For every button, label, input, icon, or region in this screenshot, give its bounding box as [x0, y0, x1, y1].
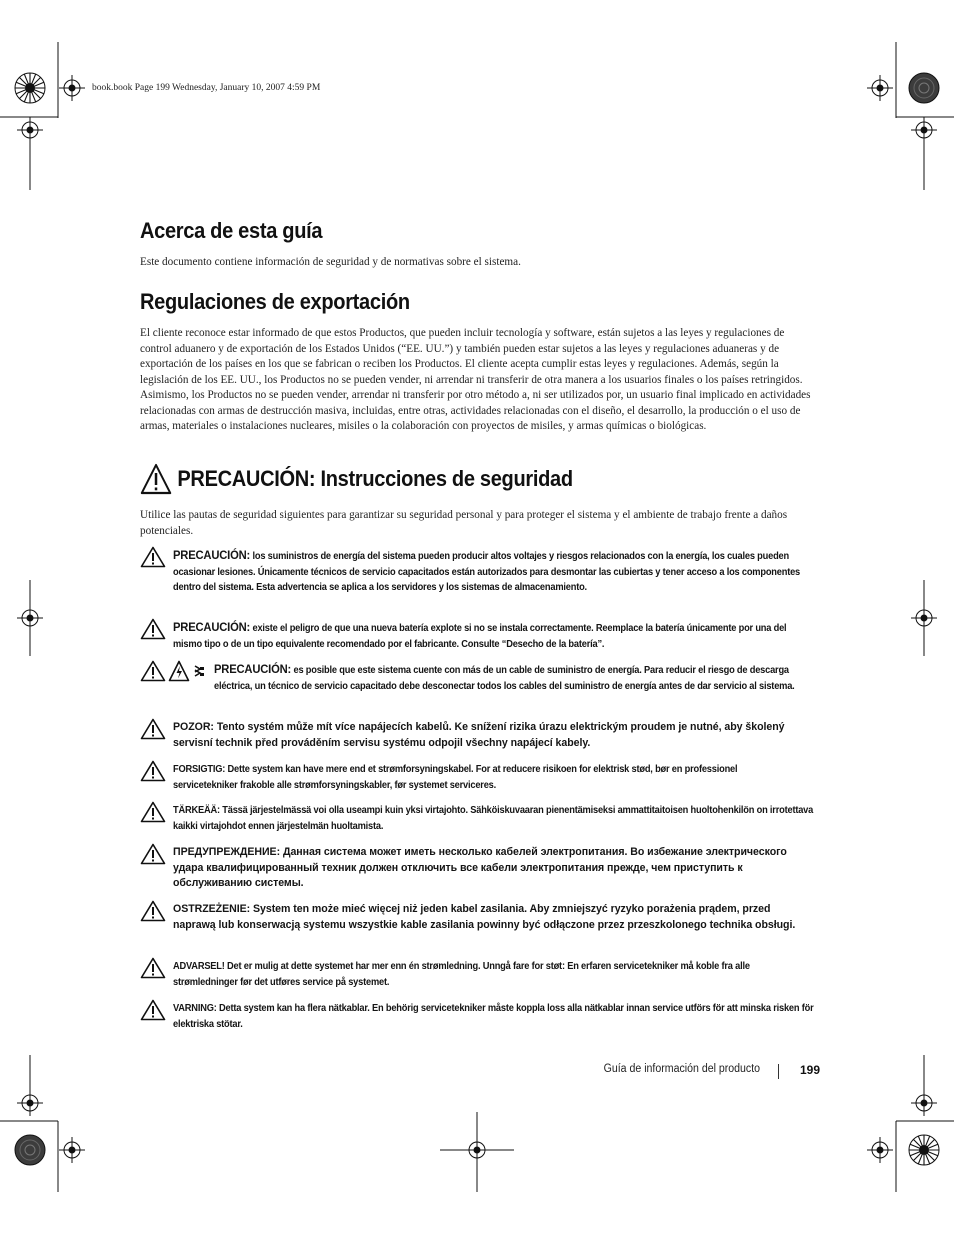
caution-label: PRECAUCIÓN:: [173, 548, 251, 562]
corner-marks-top-right: [867, 42, 954, 190]
electric-shock-icon: [168, 660, 190, 682]
section-title-about: Acerca de esta guía: [140, 218, 323, 243]
warning-triangle-icon: [140, 843, 166, 865]
warning-triangle-icon: [140, 463, 172, 495]
caution-text: Dette system kan have mere end et strømforsyningskabel. For at reducere risikoen for elektrisk stød, bør en professionel servicetekniker frakoble alle strømforsyningskabler, før systemet serviceres.: [173, 764, 738, 791]
warning-triangle-icon: [140, 718, 166, 740]
caution-label: PRECAUCIÓN:: [214, 662, 292, 676]
warning-triangle-icon: [140, 801, 166, 823]
safety-title-text: PRECAUCIÓN: Instrucciones de seguridad: [177, 466, 573, 491]
warning-triangle-icon: [140, 760, 166, 782]
caution-text: Det er mulig at dette systemet har mer enn én strømledning. Unngå fare for støt: En erfaren servicetekniker må koble fra alle strømledninger før det utføres service på systemet.: [173, 961, 750, 988]
page-number: 199: [799, 1063, 820, 1077]
caution-text: System ten może mieć więcej niż jeden kabel zasilania. Aby zmniejszyć ryzyko porażenia prądem, przed naprawą lub konserwacją systemu wszystkie kable zasilania powinny być odłączone przez przeszkolonego technika obsługi.: [173, 903, 796, 931]
corner-marks-bottom-right: [867, 1055, 954, 1192]
section-title-export: Regulaciones de exportación: [140, 289, 410, 314]
center-marks-bottom: [440, 1112, 514, 1192]
caution-label: ADVARSEL!: [173, 961, 225, 972]
warning-triangle-icon: [140, 999, 166, 1021]
warning-triangle-icon: [140, 957, 166, 979]
warning-triangle-icon: [140, 900, 166, 922]
caution-label: PRECAUCIÓN:: [173, 620, 251, 634]
multiple-power-cords-icon: [192, 660, 206, 682]
caution-label: OSTRZEŻENIE:: [173, 903, 251, 915]
print-header: book.book Page 199 Wednesday, January 10, 2007 4:59 PM: [92, 83, 321, 93]
footer-title: Guía de información del producto: [603, 1063, 760, 1075]
caution-label: POZOR:: [173, 721, 214, 733]
caution-text: existe el peligro de que una nueva batería explote si no se instala correctamente. Reemplace la batería únicamente por una del mismo tipo o de un tipo equivalente recomendado por el fabricante. Consulte “Desecho de la batería”.: [173, 623, 787, 650]
safety-body: Utilice las pautas de seguridad siguientes para garantizar su seguridad personal y para proteger el sistema y el ambiente de trabajo frente a daños potenciales.: [140, 509, 788, 537]
warning-triangle-icon: [140, 618, 166, 640]
corner-marks-top-left: [0, 42, 85, 190]
warning-triangle-icon: [140, 660, 166, 682]
caution-text: Tento systém může mít více napájecích kabelů. Ke snížení rizika úrazu elektrickým proudem je nutné, aby školený servisní technik před prováděním servisu systému odpojil všechny napájecí kabely.: [173, 721, 785, 749]
footer-separator: [778, 1064, 779, 1079]
caution-label: TÄRKEÄÄ:: [173, 805, 220, 816]
about-body: Este documento contiene información de seguridad y de normativas sobre el sistema.: [140, 256, 521, 268]
page-footer: [0, 1063, 820, 1083]
caution-label: FORSIGTIG:: [173, 764, 226, 775]
caution-label: ПРЕДУПРЕЖДЕНИЕ:: [173, 846, 281, 858]
caution-text: es posible que este sistema cuente con más de un cable de suministro de energía. Para reducir el riesgo de descarga eléctrica, un técnico de servicio capacitado debe desconectar todos los cables del suministro de energía antes de dar servicio al sistema.: [214, 665, 795, 692]
caution-label: VARNING:: [173, 1003, 217, 1014]
caution-text: los suministros de energía del sistema pueden producir altos voltajes y riesgos relacionados con la energía, los cuales pueden ocasionar lesiones. Únicamente técnicos de servicio capacitados están autorizados para desmontar las cubiertas y tener acceso a los componentes dentro del sistema. Esta advertencia se aplica a los servidores y los sistemas de almacenamiento.: [173, 551, 801, 594]
section-title-safety: [140, 463, 573, 495]
caution-text: Detta system kan ha flera nätkablar. En behörig servicetekniker måste koppla loss alla nätkablar innan service utförs för att minska risken för elektriska stötar.: [173, 1003, 814, 1030]
caution-text: Данная система может иметь несколько кабелей электропитания. Во избежание электрического удара квалифицированный техник должен отключить все кабели электропитания прежде, чем приступить к обслуживанию системы.: [173, 846, 787, 890]
caution-text: Tässä järjestelmässä voi olla useampi kuin yksi virtajohto. Sähköiskuvaaran pienentämiseksi ammattitaitoisen huoltohenkilön on irrotettava kaikki virtajohdot ennen järjestelmän huoltamista.: [173, 805, 814, 832]
warning-triangle-icon: [140, 546, 166, 568]
export-body: El cliente reconoce estar informado de que estos Productos, que pueden incluir tecnología y software, están sujetos a las leyes y regulaciones de control aduanero y de exportación de los Estados Unidos (“EE. UU.”) y también pueden estar sujetos a las leyes y regulaciones aduaneras y de exportación de los países en los que se fabrican o reciben los Productos. El cliente acepta cumplir estas leyes y regulaciones. Además, según la legislación de los EE. UU., los Productos no se pueden vender, ni arrendar ni transferir de otra manera a los usuarios finales o los países retringidos. Asimismo, los Productos no se pueden vender, arrendar ni transferir por otro método a, ni ser utilizados por, un usuario final implicado en actividades relacionadas con armas de destrucción masiva, incluidas, entre otras, actividades relacionadas con el diseño, el desarrollo, la producción o el uso de armas, materiales o instalaciones nucleares, misiles o la colaboración con proyectos de misiles, y armas químicas o biológicas.: [140, 327, 811, 432]
